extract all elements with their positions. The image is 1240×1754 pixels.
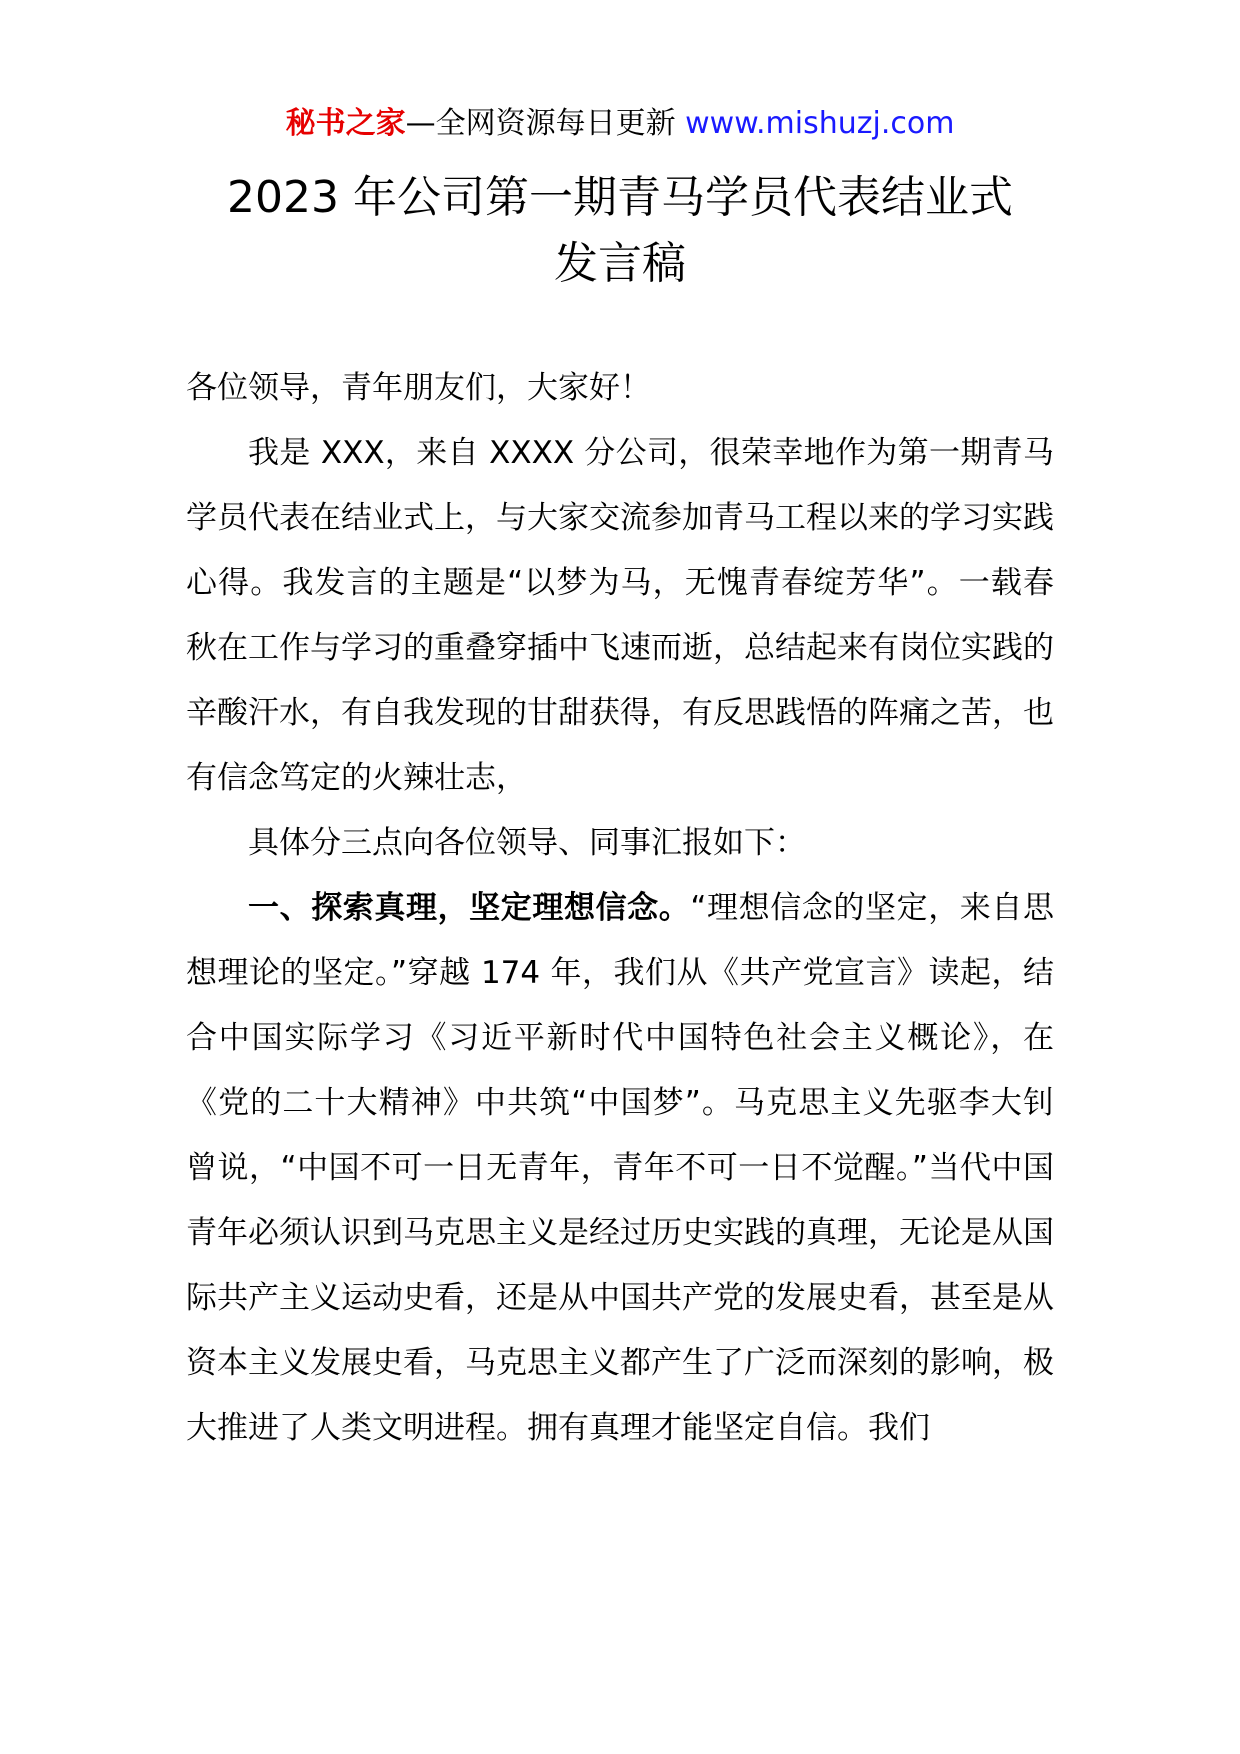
document-body	[186, 356, 1054, 1461]
point-one-paragraph	[186, 876, 1054, 1461]
site-url[interactable]: www.mishuzj.com	[685, 106, 955, 141]
watermark-header	[0, 104, 1240, 144]
site-tagline: —全网资源每日更新	[405, 106, 676, 141]
point-one-heading: 一、探索真理，坚定理想信念。	[248, 890, 691, 926]
point-one-body: “理想信念的坚定，来自思想理论的坚定。”穿越 174 年，我们从《共产党宣言》读起，结合中国实际学习《习近平新时代中国特色社会主义概论》，在《党的二十大精神》中共筑“中国梦”。马克思主义先驱李大钊曾说，“中国不可一日无青年，青年不可一日不觉醒。”当代中国青年必须认识到马克思主义是经过历史实践的真理，无论是从国际共产主义运动史看，还是从中国共产党的发展史看，甚至是从资本主义发展史看，马克思主义都产生了广泛而深刻的影响，极大推进了人类文明进程。拥有真理才能坚定自信。我们	[186, 890, 1055, 1446]
report-paragraph: 具体分三点向各位领导、同事汇报如下：	[248, 825, 806, 861]
greeting-paragraph: 各位领导，青年朋友们，大家好！	[186, 370, 651, 406]
title-line-1: 2023 年公司第一期青马学员代表结业式	[227, 172, 1013, 223]
document-title	[0, 165, 1240, 297]
title-line-2: 发言稿	[554, 238, 686, 289]
site-brand: 秘书之家	[285, 106, 406, 141]
intro-paragraph: 我是 XXX，来自 XXXX 分公司，很荣幸地作为第一期青马学员代表在结业式上，与大家交流参加青马工程以来的学习实践心得。我发言的主题是“以梦为马，无愧青春绽芳华”。一载春秋在工作与学习的重叠穿插中飞速而逝，总结起来有岗位实践的辛酸汗水，有自我发现的甘甜获得，有反思践悟的阵痛之苦，也有信念笃定的火辣壮志，	[186, 435, 1054, 796]
